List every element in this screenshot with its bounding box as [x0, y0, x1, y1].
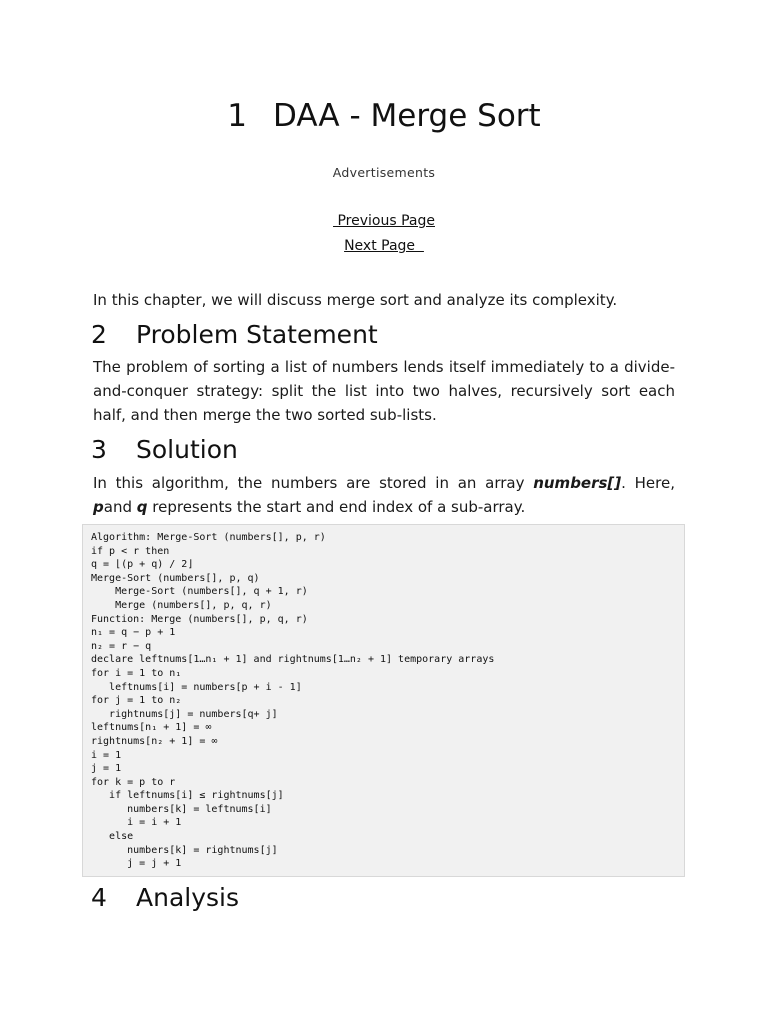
code-line: j = 1: [91, 763, 122, 775]
section-title: Problem Statement: [136, 320, 378, 349]
title-number: 1: [227, 98, 248, 134]
numbers-term: numbers[]: [533, 474, 622, 492]
solution-text-3: and: [103, 498, 137, 516]
code-line: q = ⌊(p + q) / 2⌋: [91, 559, 194, 571]
problem-statement-heading: [91, 320, 378, 350]
previous-page-link[interactable]: Previous Page: [333, 213, 435, 229]
code-line: rightnums[j] = numbers[q+ j]: [91, 708, 278, 720]
section-number: 4: [91, 883, 107, 912]
section-number: 3: [91, 435, 107, 464]
advertisements-label: Advertisements: [332, 165, 436, 180]
code-line: if p < r then: [91, 545, 170, 557]
solution-heading: [91, 435, 238, 465]
intro-paragraph: In this chapter, we will discuss merge sort and analyze its complexity.: [93, 291, 618, 309]
section-number: 2: [91, 320, 107, 349]
code-line: leftnums[n₁ + 1] = ∞: [91, 722, 212, 734]
code-line: else: [91, 831, 134, 843]
section-title: Analysis: [136, 883, 240, 912]
code-line: leftnums[i] = numbers[p + i - 1]: [91, 681, 302, 693]
code-line: if leftnums[i] ≤ rightnums[j]: [91, 790, 284, 802]
code-line: Merge-Sort (numbers[], q + 1, r): [91, 586, 308, 598]
solution-text-2: . Here,: [621, 474, 675, 492]
next-page-row: [0, 238, 768, 254]
code-line: declare leftnums[1…n₁ + 1] and rightnums[1…n₂ + 1] temporary arrays: [91, 654, 495, 666]
code-line: for k = p to r: [91, 776, 176, 788]
code-line: i = 1: [91, 749, 122, 761]
code-line: j = j + 1: [91, 858, 182, 870]
problem-paragraph: The problem of sorting a list of numbers lends itself immediately to a divide-and-conquer strategy: split the list into two halves, recursively sort each half, and then merge the two sorted sub-lists.: [93, 358, 675, 424]
solution-text-1: In this algorithm, the numbers are stored in an array: [93, 474, 534, 492]
analysis-heading: [91, 883, 239, 913]
code-line: n₁ = q − p + 1: [91, 627, 176, 639]
code-line: for j = 1 to n₂: [91, 695, 182, 707]
algorithm-code-block: [82, 524, 685, 877]
code-line: numbers[k] = leftnums[i]: [91, 803, 272, 815]
title-text: DAA - Merge Sort: [273, 98, 541, 134]
solution-paragraph: [93, 471, 675, 519]
p-term: p: [93, 498, 104, 516]
solution-text-4: represents the start and end index of a sub-array.: [147, 498, 526, 516]
code-line: Algorithm: Merge-Sort (numbers[], p, r): [91, 532, 326, 543]
code-line: i = i + 1: [91, 817, 182, 829]
code-line: numbers[k] = rightnums[j]: [91, 844, 278, 856]
code-line: Merge (numbers[], p, q, r): [91, 599, 272, 611]
previous-page-row: [0, 213, 768, 229]
page-title: [0, 96, 768, 136]
code-line: n₂ = r − q: [91, 640, 152, 652]
next-page-link[interactable]: Next Page: [344, 238, 424, 254]
code-line: for i = 1 to n₁: [91, 667, 182, 679]
code-line: Merge-Sort (numbers[], p, q): [91, 572, 260, 584]
code-line: rightnums[n₂ + 1] = ∞: [91, 735, 218, 747]
code-line: Function: Merge (numbers[], p, q, r): [91, 613, 308, 625]
section-title: Solution: [136, 435, 238, 464]
q-term: q: [136, 498, 148, 516]
